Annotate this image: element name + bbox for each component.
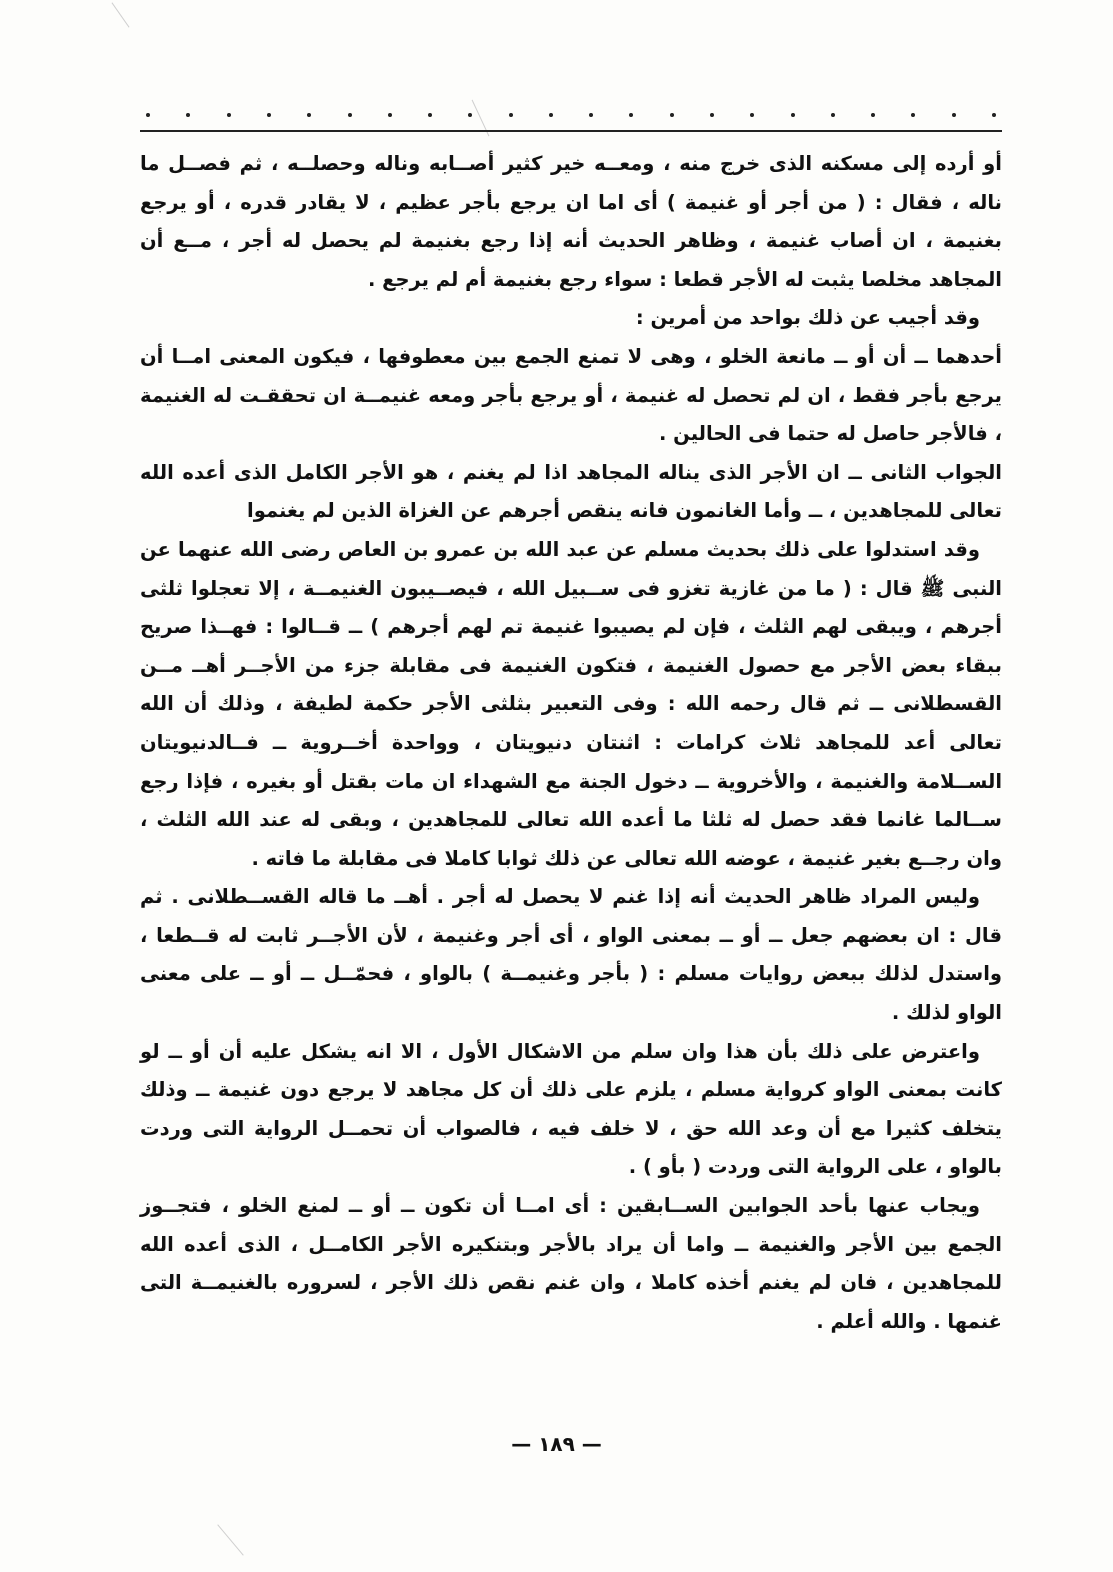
header-dot [388,113,392,117]
header-dot [831,113,835,117]
header-rule [140,130,1002,132]
header-dot [992,113,996,117]
paragraph-3: أحدهما ــ أن أو ــ مانعة الخلو ، وهى لا تمنع الجمع بين معطوفها ، فيكون المعنى امــا أن يرجع بأجر فقط ، ان لم تحصل له غنيمة ، أو يرجع بأجر ومعه غنيمــة ان تحققـت له الغنيمة ، فالأجر حاصل له حتما فى الحالين . [140,344,1002,446]
header-dot [227,113,231,117]
paragraph-6: وليس المراد ظاهر الحديث أنه إذا غنم لا يحصل له أجر . أهــ ما قاله القســطلانى . ثم قال : ان بعضهم جعل ــ أو ــ بمعنى الواو ، أى أجر وغنيمة ، لأن الأجــر ثابت له قــطعا ، واستدل لذلك ببعض روايات مسلم : ( بأجر وغنيمــة ) بالواو ، فحمّــل ــ أو ــ على معنى الواو لذلك . [140,885,1002,1025]
header-dot [509,113,513,117]
header-dot [911,113,915,117]
header-dot [710,113,714,117]
main-text [140,145,1002,1341]
header-dot [952,113,956,117]
header-dot [348,113,352,117]
header-dot [186,113,190,117]
header-dot [468,113,472,117]
header-dot [307,113,311,117]
paragraph-5: وقد استدلوا على ذلك بحديث مسلم عن عبد الله بن عمرو بن العاص رضى الله عنهما عن النبى ﷺ قال : ( ما من غازية تغزو فى ســبيل الله ، فيصــيبون الغنيمــة ، إلا تعجلوا ثلثى أجرهم ، ويبقى لهم الثلث ، فإن لم يصيبوا غنيمة تم لهم أجرهم ) ــ قــالوا : فهــذا صريح ببقاء بعض الأجر مع حصول الغنيمة ، فتكون الغنيمة فى مقابلة جزء من الأجــر أهــ مــن القسطلانى ــ ثم قال رحمه الله : وفى التعبير بثلثى الأجر حكمة لطيفة ، وذلك أن الله تعالى أعد للمجاهد ثلاث كرامات : اثنتان دنيويتان ، وواحدة أخــروية ــ فــالدنيويتان الســلامة والغنيمة ، والأخروية ــ دخول الجنة مع الشهداء ان مات بقتل أو بغيره ، فإذا رجع ســالما غانما فقد حصل له ثلثا ما أعده الله تعالى للمجاهدين ، وبقى له عند الله الثلث ، وان رجــع بغير غنيمة ، عوضه الله تعالى عن ذلك ثوابا كاملا فى مقابلة ما فاته . [140,537,1002,870]
paragraph-4: الجواب الثانى ــ ان الأجر الذى يناله المجاهد اذا لم يغنم ، هو الأجر الكامل الذى أعده الله تعالى للمجاهدين ، ــ وأما الغانمون فانه ينقص أجرهم عن الغزاة الذين لم يغنموا [140,460,1002,523]
header-dot [428,113,432,117]
header-dot [146,113,150,117]
header-dot [670,113,674,117]
header-dot [549,113,553,117]
paragraph-7: واعترض على ذلك بأن هذا وان سلم من الاشكال الأول ، الا انه يشكل عليه أن أو ــ لو كانت بمعنى الواو كرواية مسلم ، يلزم على ذلك أن كل مجاهد لا يرجع دون غنيمة ــ وذلك يتخلف كثيرا مع أن وعد الله حق ، لا خلف فيه ، فالصواب أن تحمــل الرواية التى وردت بالواو ، على الرواية التى وردت ( بأو ) . [140,1039,1002,1179]
scan-artifact [111,2,129,27]
paragraph-2: وقد أجيب عن ذلك بواحد من أمرين : [635,306,980,330]
header-dot [629,113,633,117]
page-number: — ١٨٩ — [511,1432,602,1456]
header-dots [140,108,1002,122]
header-dot [791,113,795,117]
header-dot [750,113,754,117]
paragraph-8: ويجاب عنها بأحد الجوابين الســابقين : أى امــا أن تكون ــ أو ــ لمنع الخلو ، فتجــوز الجمع بين الأجر والغنيمة ــ واما أن يراد بالأجر وبتنكيره الأجر الكامــل ، الذى أعده الله للمجاهدين ، فان لم يغنم أخذه كاملا ، وان غنم نقص ذلك الأجر ، لسروره بالغنيمــة التى غنمها . والله أعلم . [140,1194,1002,1333]
header-ornament [140,108,1002,134]
header-dot [589,113,593,117]
header-dot [267,113,271,117]
header-dot [871,113,875,117]
paragraph-1: أو أرده إلى مسكنه الذى خرج منه ، ومعــه خير كثير أصــابه وناله وحصلــه ، ثم فصــل ما ناله ، فقال : ( من أجر أو غنيمة ) أى اما ان يرجع بأجر عظيم ، لا يقادر قدره ، أو يرجع بغنيمة ، ان أصاب غنيمة ، وظاهر الحديث أنه إذا رجع بغنيمة لم يحصل له أجر ، مــع أن المجاهد مخلصا يثبت له الأجر قطعا : سواء رجع بغنيمة أم لم يرجع . [140,152,1002,291]
scan-artifact [217,1524,243,1555]
